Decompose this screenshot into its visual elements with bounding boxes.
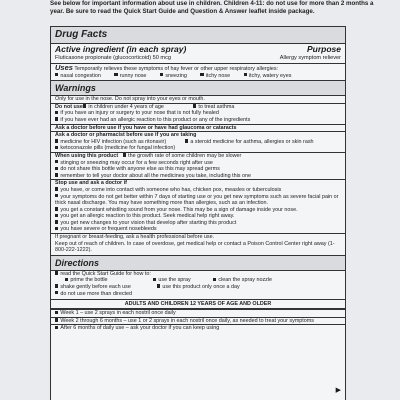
list-item: use this product only once a day [157, 284, 240, 291]
purpose-heading: Purpose [306, 44, 341, 54]
warnings-intro: Only for use in the nose. Do not spray into your eyes or mouth. [55, 96, 205, 103]
list-item: runny nose [114, 73, 152, 79]
drug-facts-title: Drug Facts [51, 27, 345, 44]
list-item: shake gently before each use [55, 284, 157, 291]
list-item: in children under 4 years of age [83, 104, 193, 111]
warnings-heading: Warnings [51, 81, 345, 96]
list-item: stinging or sneezing may occur for a few seconds right after use [51, 160, 345, 167]
list-item: you get new changes to your vision that develop after starting this product [51, 220, 345, 227]
list-item: ketoconazole pills (medicine for fungal infection) [51, 145, 345, 152]
uses-list [51, 73, 345, 82]
list-item: you have severe or frequent nosebleeds [51, 226, 345, 233]
list-item: a steroid medicine for asthma, allergies or skin rash [185, 139, 314, 146]
ask-doctor-warning: Ask a doctor before use if you have or have had glaucoma or cataracts [51, 124, 345, 132]
directions-heading: Directions [51, 255, 345, 271]
list-item: the growth rate of some children may be slower [128, 152, 242, 159]
list-item: your symptoms do not get better within 7 days of starting use or you get new symptoms such as severe facial pain or thick nasal discharge. You may have something more than allergies, such as an infection. [55, 193, 339, 207]
do-not-use-label: Do not use [55, 103, 83, 110]
do-not-use-row [51, 103, 345, 111]
ask-pharmacist-heading: Ask a doctor or pharmacist before use if you are taking [51, 131, 345, 139]
list-item: read the Quick Start Guide for how to: [51, 271, 345, 278]
top-note: See below for important information about use in children. Children 4-11: do not use for more than 2 months a year. Be sure to read the Quick Start Guide and Question & Answer leaflet inside package. [50, 0, 374, 15]
drug-facts-panel [50, 26, 346, 400]
ingredient-text: Fluticasone propionate (glucocorticoid) 50 mcg [55, 55, 171, 61]
uses-section [51, 64, 345, 73]
active-ingredient-header [51, 44, 345, 55]
list-item: remember to tell your doctor about all the medicines you take, including this one [51, 173, 345, 180]
when-using-row [51, 152, 345, 160]
list-item: to treat asthma [193, 104, 234, 111]
when-using-label: When using this product [55, 152, 119, 159]
list-item: nasal congestion [55, 73, 107, 79]
purpose-text: Allergy symptom reliever [279, 55, 341, 61]
list-item: you have, or come into contact with someone who has, chicken pox, measles or tuberculosis [51, 187, 345, 194]
pregnant-warning: If pregnant or breast-feeding, ask a health professional before use. [51, 233, 345, 241]
uses-text: Temporarily relieves these symptoms of hay fever or other upper respiratory allergies: [74, 66, 279, 72]
uses-heading: Uses [55, 63, 73, 72]
list-item: sneezing [160, 73, 193, 79]
list-item: medicine for HIV infection (such as ritonavir) [55, 139, 185, 146]
pharmacist-items [51, 139, 345, 146]
how-to-list [51, 277, 345, 284]
stop-use-heading: Stop use and ask a doctor if [51, 179, 345, 187]
list-item: Week 1 – use 2 sprays in each nostril once daily [51, 309, 345, 317]
list-item: use the spray [153, 277, 213, 284]
list-item: After 6 months of daily use – ask your doctor if you can keep using [51, 324, 345, 332]
list-item: itchy nose [200, 73, 236, 79]
list-item: Week 2 through 6 months – use 1 or 2 sprays in each nostril once daily, as needed to treat your symptoms [51, 317, 345, 325]
list-item: prime the bottle [65, 277, 153, 284]
list-item: do not share this bottle with anyone else as this may spread germs [51, 166, 345, 173]
list-item: if you have ever had an allergic reaction to this product or any of the ingredients [51, 117, 345, 124]
adults-heading: ADULTS AND CHILDREN 12 YEARS OF AGE AND OLDER [51, 299, 345, 309]
list-item: do not use more than directed [51, 291, 345, 298]
shake-row [51, 284, 345, 291]
list-item: itchy, watery eyes [244, 73, 298, 79]
continue-arrow-icon: ▶ [335, 387, 341, 394]
list-item: you get an allergic reaction to this product. Seek medical help right away. [51, 213, 345, 220]
list-item: you get a constant whistling sound from your nose. This may be a sign of damage inside your nose. [51, 207, 345, 214]
list-item: clean the spray nozzle [213, 277, 341, 284]
active-ingredient-row [51, 55, 345, 64]
active-ingredient-heading: Active ingredient (in each spray) [55, 44, 187, 54]
list-item: if you have an injury or surgery to your nose that is not fully healed [51, 110, 345, 117]
keep-out-warning: Keep out of reach of children. In case of overdose, get medical help or contact a Poison Control Center right away (1-800-222-1222). [55, 240, 335, 254]
